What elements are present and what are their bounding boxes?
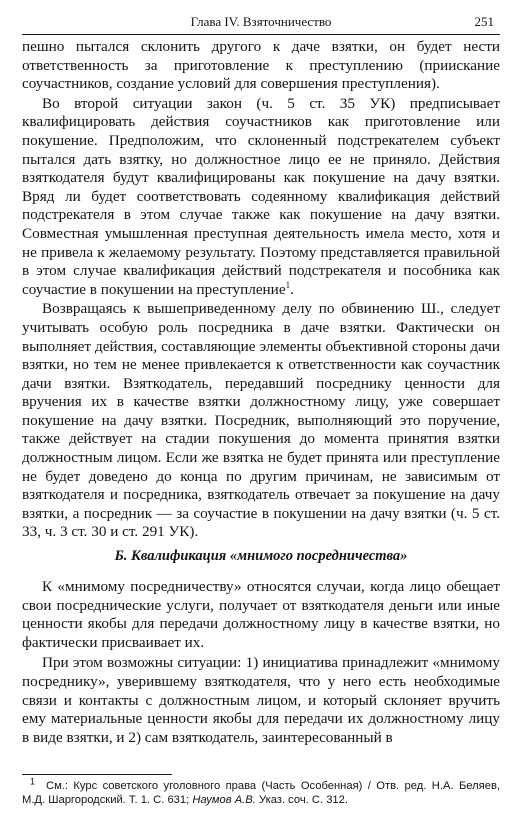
section-text: [22, 578, 500, 747]
running-header: [22, 8, 500, 35]
paragraph-intermediary-role: Возвращаясь к вышеприведенному делу по обвинению Ш., следует учитывать особую роль посредника в даче взятки. Фактически он выполняет действия, составляющие элементы объективной стороны дачи взятки, но тем не менее привлекается к ответственности как соучастник дачи взятки. Взяткодатель, передавший посреднику ценности для вручения их в качестве взятки должностному лицу, уже совершает покушение на дачу взятки. Посредник, выполняющий это поручение, также действует на стадии покушения до момента принятия взятки должностным лицом. Если же взятка не будет принята или преступление не будет доведено до конца по другим причинам, не зависимым от взяткодателя и посредника, взяткодатель отвечает за покушение на дачу взятки, а посредник — за соучастие в покушении на дачу взятки (ч. 5 ст. 33, ч. 3 ст. 30 и ст. 291 УК).: [22, 300, 500, 541]
main-text: [22, 38, 500, 542]
footnote: [22, 776, 500, 807]
section-heading: Б. Квалификация «мнимого посредничества»: [114, 548, 408, 564]
footnote-text-a: См.: Курс советского уголовного права (Часть Особенная) / Отв. ред. Н.А. Беляев, М.Д. Шаргородский. Т. 1. С. 631;: [22, 780, 500, 806]
page-number: 251: [474, 14, 494, 29]
paragraph-text: Во второй ситуации закон (ч. 5 ст. 35 УК) предписывает квалифицировать действия соучастников как приготовление или покушение. Предположим, что склоненный подстрекателем субъект пытался дать взятку, но должностное лицо ее не приняло. Действия взяткодателя будут квалифицированы как покушение на дачу взятки. Вряд ли будет соответствовать содеянному квалификация действий подстрекателя в этом случае также как покушение на дачу взятки. Совместная умышленная преступная деятельность имела место, хотя и не привела к желаемому результату. Поэтому представляется правильной в этом случае квалификация действий подстрекателя и пособника как соучастие в покушении на преступление: [22, 94, 500, 298]
paragraph-definition: К «мнимому посредничеству» относятся случаи, когда лицо обещает свои посреднические услуги, получает от взяткодателя деньги или иные ценности якобы для передачи должностному лицу в качестве взятки, но фактически присваивает их.: [22, 578, 500, 651]
footnote-text-b: Указ. соч. С. 312.: [255, 794, 348, 806]
footnote-author: Наумов А.В.: [192, 794, 256, 806]
paragraph-second-situation: Во второй ситуации закон (ч. 5 ст. 35 УК) предписывает квалифицировать действия соучастников как приготовление или покушение. Предположим, что склоненный подстрекателем субъект пытался дать взятку, но должностное лицо ее не приняло. Действия взяткодателя будут квалифицированы как покушение на дачу взятки. Вряд ли будет соответствовать содеянному квалификация действий подстрекателя в этом случае также как покушение на дачу взятки. Совместная умышленная преступная деятельность имела место, хотя и не привела к желаемому результату. Поэтому представляется правильной в этом случае квалификация действий подстрекателя и пособника как соучастие в покушении на преступление$^1$.: [22, 94, 500, 298]
footnote-marker: [22, 776, 46, 793]
paragraph-continuation: пешно пытался склонить другого к даче взятки, он будет нести ответственность за приготовление к преступлению (приискание соучастников, создание условий для совершения преступления).: [22, 38, 500, 93]
footnote-marker-number: 1: [30, 776, 36, 787]
chapter-title: Глава IV. Взяточничество: [190, 14, 332, 29]
paragraph-situations: При этом возможны ситуации: 1) инициатива принадлежит «мнимому посреднику», уверившему взяткодателя, что у него есть необходимые связи и контакты с должностным лицом, и который склоняет вручить ему материальные ценности якобы для передачи их должностному лицу в виде взятки, и 2) сам взяткодатель, заинтересованный в: [22, 654, 500, 746]
footnote-reference: 1: [285, 279, 291, 290]
footnote-divider: [22, 774, 172, 775]
